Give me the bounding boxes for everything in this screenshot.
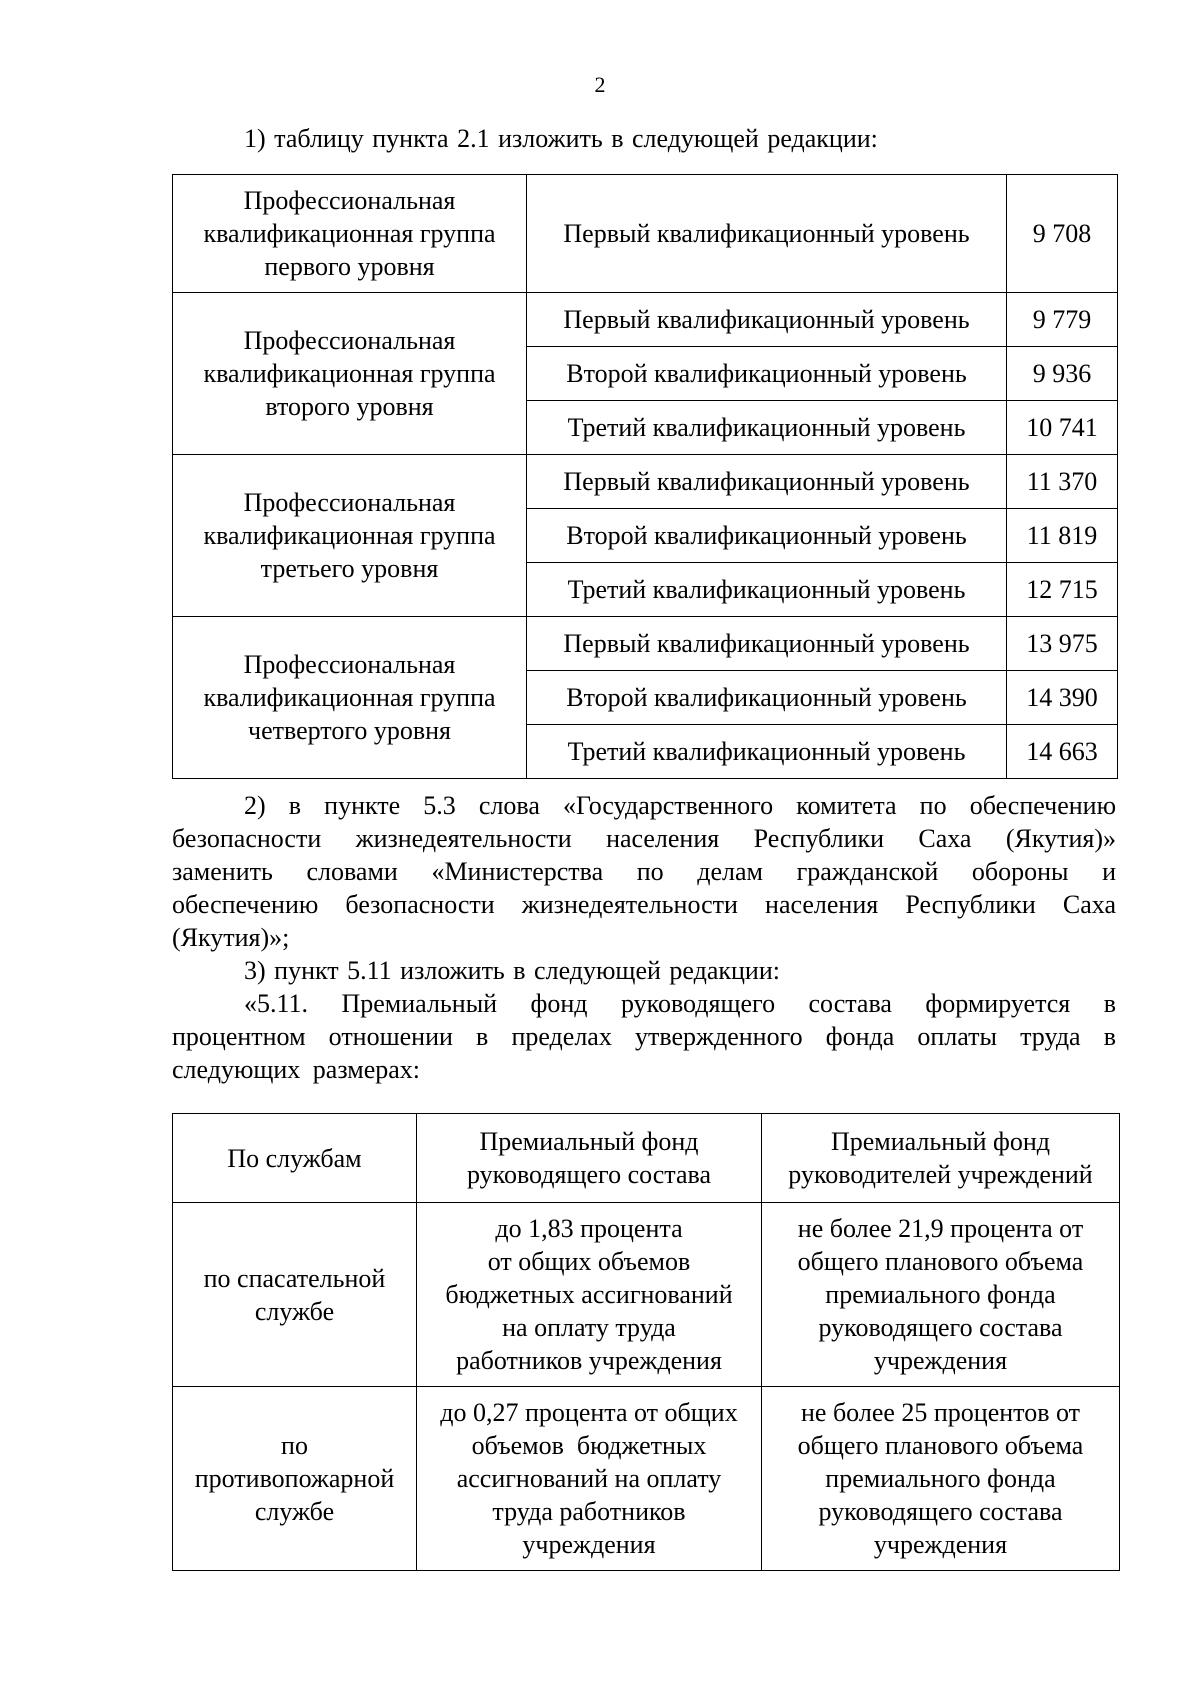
- salary-cell: 11 370: [1007, 455, 1118, 509]
- salary-cell: 9 708: [1007, 175, 1118, 293]
- table-row: [173, 1203, 1120, 1387]
- group-name-cell: Профессиональная квалификационная группа третьего уровня: [173, 455, 527, 617]
- level-cell: Второй квалификационный уровень: [527, 671, 1007, 725]
- level-cell: Первый квалификационный уровень: [527, 617, 1007, 671]
- clause-5-11-text: «5.11. Премиальный фонд руководящего состава формируется в процентном отношении в пределах утвержденного фонда оплаты труда в следующих размерах:: [172, 989, 1116, 1084]
- table-row: [173, 1387, 1120, 1571]
- level-cell: Третий квалификационный уровень: [527, 401, 1007, 455]
- table-row: [173, 293, 1118, 347]
- level-cell: Первый квалификационный уровень: [527, 293, 1007, 347]
- salary-cell: 9 936: [1007, 347, 1118, 401]
- amendment-3-text: 3) пункт 5.11 изложить в следующей редакции:: [244, 956, 780, 985]
- header-services: По службам: [173, 1114, 417, 1203]
- service-cell: по спасательной службе: [173, 1203, 417, 1387]
- header-fund-heads: Премиальный фонд руководителей учреждений: [762, 1114, 1120, 1203]
- header-fund-staff: Премиальный фонд руководящего состава: [417, 1114, 762, 1203]
- table-row: [173, 175, 1118, 293]
- table-row: [173, 617, 1118, 671]
- level-cell: Первый квалификационный уровень: [527, 455, 1007, 509]
- table-header-row: [173, 1114, 1120, 1203]
- fund-staff-cell: до 1,83 процента от общих объемов бюджетных ассигнований на оплату труда работников учреждения: [417, 1203, 762, 1387]
- level-cell: Третий квалификационный уровень: [527, 725, 1007, 779]
- salary-cell: 13 975: [1007, 617, 1118, 671]
- level-cell: Второй квалификационный уровень: [527, 509, 1007, 563]
- qualification-groups-table: [172, 174, 1118, 779]
- table-row: [173, 455, 1118, 509]
- group-name-cell: Профессиональная квалификационная группа четвертого уровня: [173, 617, 527, 779]
- level-cell: Второй квалификационный уровень: [527, 347, 1007, 401]
- salary-cell: 10 741: [1007, 401, 1118, 455]
- salary-cell: 14 663: [1007, 725, 1118, 779]
- fund-heads-cell: не более 21,9 процента от общего планового объема премиального фонда руководящего состава учреждения: [762, 1203, 1120, 1387]
- group-name-cell: Профессиональная квалификационная группа второго уровня: [173, 293, 527, 455]
- premium-fund-table: [172, 1113, 1120, 1571]
- salary-cell: 12 715: [1007, 563, 1118, 617]
- fund-staff-cell: до 0,27 процента от общих объемов бюджетных ассигнований на оплату труда работников учреждения: [417, 1387, 762, 1571]
- level-cell: Третий квалификационный уровень: [527, 563, 1007, 617]
- group-name-cell: Профессиональная квалификационная группа первого уровня: [173, 175, 527, 293]
- salary-cell: 9 779: [1007, 293, 1118, 347]
- salary-cell: 11 819: [1007, 509, 1118, 563]
- amendment-2-text: 2) в пункте 5.3 слова «Государственного комитета по обеспечению безопасности жизнедеятельности населения Республики Саха (Якутия)» заменить словами «Министерства по делам гражданской обороны и обеспечению безопасности жизнедеятельности населения Республики Саха (Якутия)»;: [172, 791, 1116, 952]
- service-cell: по противопожарной службе: [173, 1387, 417, 1571]
- page-number: 2: [594, 72, 606, 97]
- amendment-1-text: 1) таблицу пункта 2.1 изложить в следующей редакции:: [244, 124, 878, 153]
- fund-heads-cell: не более 25 процентов от общего планового объема премиального фонда руководящего состава учреждения: [762, 1387, 1120, 1571]
- amendments-block: [172, 789, 1116, 1086]
- salary-cell: 14 390: [1007, 671, 1118, 725]
- level-cell: Первый квалификационный уровень: [527, 175, 1007, 293]
